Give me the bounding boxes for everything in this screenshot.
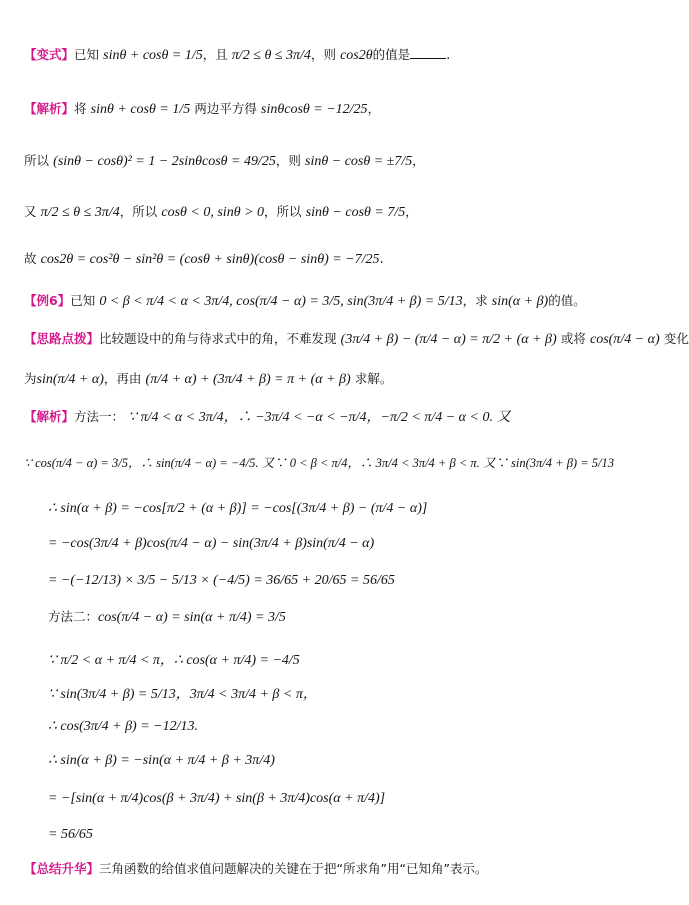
analysis-line-3: 又 π/2 ≤ θ ≤ 3π/4，所以 cosθ < 0, sinθ > 0，所以 sinθ − cosθ = 7/5， <box>24 204 418 220</box>
method1-step: = −(−12/13) × 3/5 − 5/13 × (−4/5) = 36/65 + 20/65 = 56/65 <box>48 573 395 588</box>
math-expr: π/2 ≤ θ ≤ 3π/4 <box>231 48 311 63</box>
math-expr: (sinθ − cosθ)² = 1 − 2sinθcosθ = 49/25 <box>53 154 276 169</box>
variant-tag: 【变式】 <box>24 47 75 62</box>
math-expr: ∵ π/4 < α < 3π/4，∴ −3π/4 < −α < −π/4，−π/2 < π/4 − α < 0. 又 <box>128 410 511 425</box>
math-expr: sinθ + cosθ = 1/5 <box>90 102 191 117</box>
math-expr: sinθ + cosθ = 1/5 <box>103 48 203 63</box>
answer-blank <box>410 58 446 59</box>
analysis-tag: 【解析】 <box>24 101 75 116</box>
hint-line-2: 为sin(π/4 + α)，再由 (π/4 + α) + (3π/4 + β) = π + (α + β) 求解。 <box>24 371 393 387</box>
variant-line: 【变式】已知 sinθ + cosθ = 1/5，且 π/2 ≤ θ ≤ 3π/4，则 cos2θ的值是 . <box>24 47 451 63</box>
math-expr: 0 < β < π/4 < α < 3π/4, cos(π/4 − α) = 3/5, sin(3π/4 + β) = 5/13 <box>99 294 463 309</box>
method2-step: = 56/65 <box>48 827 93 842</box>
summary-tag: 【总结升华】 <box>24 861 100 876</box>
hint-tag: 【思路点拨】 <box>24 331 100 346</box>
hint-line-1: 【思路点拨】比较题设中的角与待求式中的角，不难发现 (3π/4 + β) − (π/4 − α) = π/2 + (α + β) 或将 cos(π/4 − α) 变化 <box>24 331 689 347</box>
math-expr: (π/4 + α) + (3π/4 + β) = π + (α + β) <box>145 372 351 387</box>
math-expr: cos2θ <box>340 48 373 63</box>
analysis2-line-2 <box>24 454 626 472</box>
method2-step: ∴ cos(3π/4 + β) = −12/13. <box>48 719 199 734</box>
summary-line: 【总结升华】三角函数的给值求值问题解决的关键在于把“所求角”用“已知角”表示。 <box>24 861 488 876</box>
method2-step: ∴ sin(α + β) = −sin(α + π/4 + β + 3π/4) <box>48 753 275 768</box>
method2-step: ∵ π/2 < α + π/4 < π，∴ cos(α + π/4) = −4/5 <box>48 653 300 668</box>
math-expr: sin(π/4 + α) <box>36 372 104 387</box>
analysis-tag: 【解析】 <box>24 409 75 424</box>
math-expr: ∵ cos(π/4 − α) = 3/5，∴ sin(π/4 − α) = −4/5. 又∵ 0 < β < π/4，∴ 3π/4 < 3π/4 + β < π. 又∵ sin(3π/4 + β) = 5/13 <box>24 456 615 470</box>
method2-step: ∵ sin(3π/4 + β) = 5/13，3π/4 < 3π/4 + β < π， <box>48 687 317 702</box>
math-expr: π/2 ≤ θ ≤ 3π/4 <box>40 205 120 220</box>
math-expr: (3π/4 + β) − (π/4 − α) = π/2 + (α + β) <box>340 332 557 347</box>
math-expr: sinθ − cosθ = 7/5 <box>305 205 406 220</box>
math-expr: sinθcosθ = −12/25 <box>261 102 368 117</box>
math-expr: cosθ < 0, sinθ > 0 <box>161 205 265 220</box>
math-expr: cos(π/4 − α) <box>589 332 660 347</box>
method1-step: ∴ sin(α + β) = −cos[π/2 + (α + β)] = −cos[(3π/4 + β) − (π/4 − α)] <box>48 501 428 516</box>
analysis2-line-1: 【解析】方法一： ∵ π/4 < α < 3π/4，∴ −3π/4 < −α < −π/4，−π/2 < π/4 − α < 0. 又 <box>24 409 511 425</box>
method1-step: = −cos(3π/4 + β)cos(π/4 − α) − sin(3π/4 + β)sin(π/4 − α) <box>48 536 375 551</box>
analysis-line-4: 故 cos2θ = cos²θ − sin²θ = (cosθ + sinθ)(cosθ − sinθ) = −7/25. <box>24 251 384 267</box>
analysis-line-2: 所以 (sinθ − cosθ)² = 1 − 2sinθcosθ = 49/25，则 sinθ − cosθ = ±7/5， <box>24 153 425 169</box>
example-tag: 【例6】 <box>24 293 71 308</box>
example-6-line: 【例6】已知 0 < β < π/4 < α < 3π/4, cos(π/4 − α) = 3/5, sin(3π/4 + β) = 5/13，求 sin(α + β)的值。 <box>24 293 586 309</box>
method2-step: = −[sin(α + π/4)cos(β + 3π/4) + sin(β + 3π/4)cos(α + π/4)] <box>48 791 386 806</box>
math-expr: cos(π/4 − α) = sin(α + π/4) = 3/5 <box>98 610 286 625</box>
method2-line: 方法二：cos(π/4 − α) = sin(α + π/4) = 3/5 <box>48 609 286 625</box>
math-expr: sin(α + β) <box>491 294 549 309</box>
analysis-line-1: 【解析】将 sinθ + cosθ = 1/5 两边平方得 sinθcosθ = −12/25， <box>24 101 381 117</box>
math-expr: cos2θ = cos²θ − sin²θ = (cosθ + sinθ)(cosθ − sinθ) = −7/25 <box>40 252 380 267</box>
math-expr: sinθ − cosθ = ±7/5 <box>305 154 413 169</box>
